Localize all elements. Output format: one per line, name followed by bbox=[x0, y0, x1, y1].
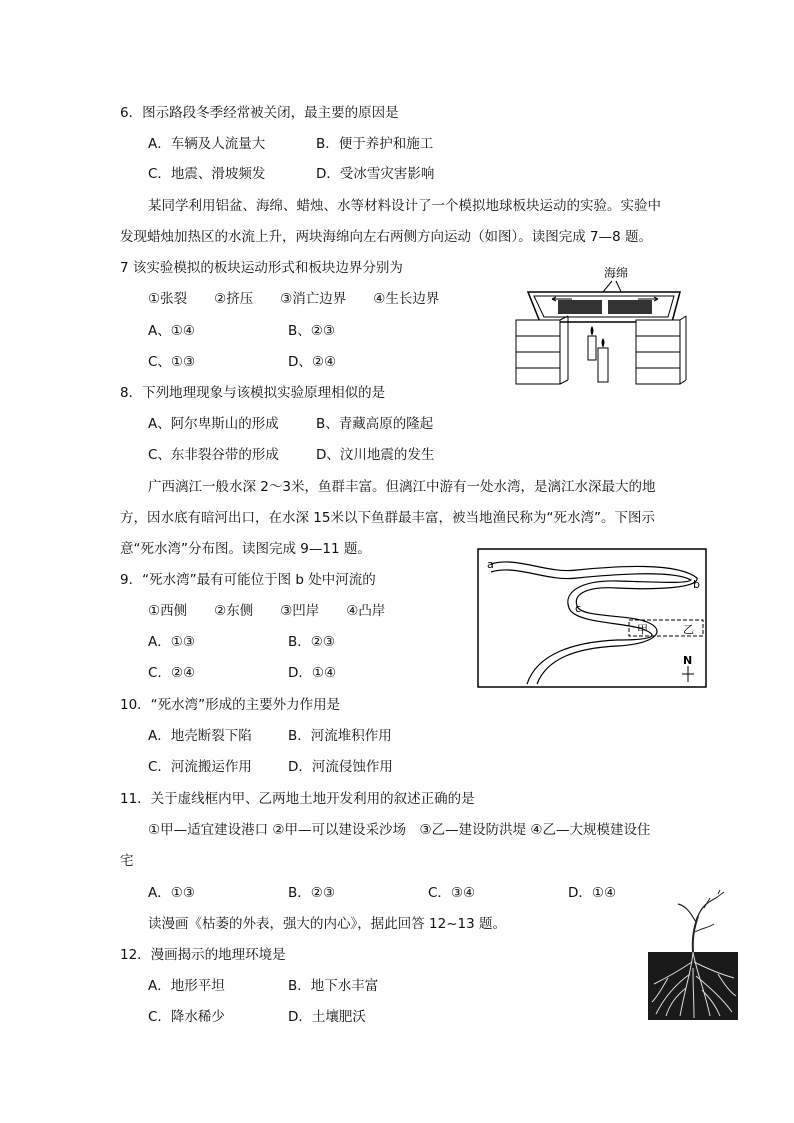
q11-option-d: D．①④ bbox=[568, 885, 617, 901]
q11-stem: 11．关于虚线框内甲、乙两地土地开发利用的叙述正确的是 bbox=[120, 791, 475, 807]
q10-option-a: A．地壳断裂下陷 bbox=[148, 728, 252, 744]
map-label-a: a bbox=[487, 558, 494, 571]
withered-plant-cartoon bbox=[646, 888, 740, 1022]
river-map-figure bbox=[477, 548, 707, 688]
q8-option-c: C、东非裂谷带的形成 bbox=[148, 447, 279, 463]
q11-statements-line1: ①甲—适宜建设港口 ②甲—可以建设采沙场 ③乙—建设防洪堤 ④乙—大规模建设住 bbox=[148, 822, 651, 838]
q7-stem: 7 该实验模拟的板块运动形式和板块边界分别为 bbox=[120, 260, 403, 276]
q10-option-d: D．河流侵蚀作用 bbox=[288, 759, 393, 775]
q7-option-b: B、②③ bbox=[288, 323, 335, 339]
sponge-label: 海绵 bbox=[604, 266, 629, 280]
q7-option-a: A、①④ bbox=[148, 323, 195, 339]
q6-option-d: D．受冰雪灾害影响 bbox=[316, 166, 435, 182]
q9-option-c: C．②④ bbox=[148, 665, 196, 681]
q6-option-b: B．便于养护和施工 bbox=[316, 136, 434, 152]
q8-option-d: D、汶川地震的发生 bbox=[316, 447, 435, 463]
q11-option-c: C．③④ bbox=[428, 885, 476, 901]
q9-option-b: B．②③ bbox=[288, 634, 335, 650]
q10-option-c: C．河流搬运作用 bbox=[148, 759, 252, 775]
q9-option-d: D．①④ bbox=[288, 665, 337, 681]
intro-9-11-line3: 意“死水湾”分布图。读图完成 9—11 题。 bbox=[120, 541, 371, 557]
q6-stem: 6．图示路段冬季经常被关闭，最主要的原因是 bbox=[120, 105, 399, 121]
q11-option-b: B．②③ bbox=[288, 885, 335, 901]
q11-option-a: A．①③ bbox=[148, 885, 195, 901]
q6-option-c: C．地震、滑坡频发 bbox=[148, 166, 266, 182]
q9-stem: 9．“死水湾”最有可能位于图 b 处中河流的 bbox=[120, 572, 376, 588]
q7-option-d: D、②④ bbox=[288, 354, 337, 370]
map-label-b: b bbox=[693, 578, 700, 591]
map-label-c: c bbox=[575, 602, 582, 615]
q8-option-a: A、阿尔卑斯山的形成 bbox=[148, 416, 279, 432]
intro-9-11-line1: 广西漓江一般水深 2～3米，鱼群丰富。但漓江中游有一处水湾，是漓江水深最大的地 bbox=[148, 479, 656, 495]
intro-9-11-line2: 方，因水底有暗河出口，在水深 15米以下鱼群最丰富，被当地渔民称为“死水湾”。下图示 bbox=[120, 510, 655, 526]
q7-option-c: C、①③ bbox=[148, 354, 196, 370]
q8-stem: 8．下列地理现象与该模拟实验原理相似的是 bbox=[120, 385, 386, 401]
q6-option-a: A．车辆及人流量大 bbox=[148, 136, 266, 152]
q10-stem: 10．“死水湾”形成的主要外力作用是 bbox=[120, 697, 341, 713]
q12-stem: 12．漫画揭示的地理环境是 bbox=[120, 947, 286, 963]
q12-option-d: D．土壤肥沃 bbox=[288, 1009, 366, 1025]
q10-option-b: B．河流堆积作用 bbox=[288, 728, 392, 744]
q12-option-a: A．地形平坦 bbox=[148, 978, 225, 994]
experiment-figure bbox=[512, 262, 692, 387]
q12-option-c: C．降水稀少 bbox=[148, 1009, 225, 1025]
intro-7-8-line2: 发现蜡烛加热区的水流上升，两块海绵向左右两侧方向运动（如图）。读图完成 7—8 题。 bbox=[120, 229, 653, 245]
q12-option-b: B．地下水丰富 bbox=[288, 978, 379, 994]
q8-option-b: B、青藏高原的隆起 bbox=[316, 416, 434, 432]
north-label: N bbox=[683, 654, 693, 667]
map-label-jia: 甲 bbox=[637, 623, 648, 636]
q11-statements-line2: 宅 bbox=[120, 853, 134, 869]
q7-statements: ①张裂 ②挤压 ③消亡边界 ④生长边界 bbox=[148, 291, 440, 307]
intro-12-13: 读漫画《枯萎的外表，强大的内心》，据此回答 12~13 题。 bbox=[148, 916, 506, 932]
map-label-yi: 乙 bbox=[683, 623, 694, 636]
intro-7-8-line1: 某同学利用铝盆、海绵、蜡烛、水等材料设计了一个模拟地球板块运动的实验。实验中 bbox=[148, 198, 661, 214]
q9-option-a: A．①③ bbox=[148, 634, 195, 650]
q9-statements: ①西侧 ②东侧 ③凹岸 ④凸岸 bbox=[148, 603, 386, 619]
